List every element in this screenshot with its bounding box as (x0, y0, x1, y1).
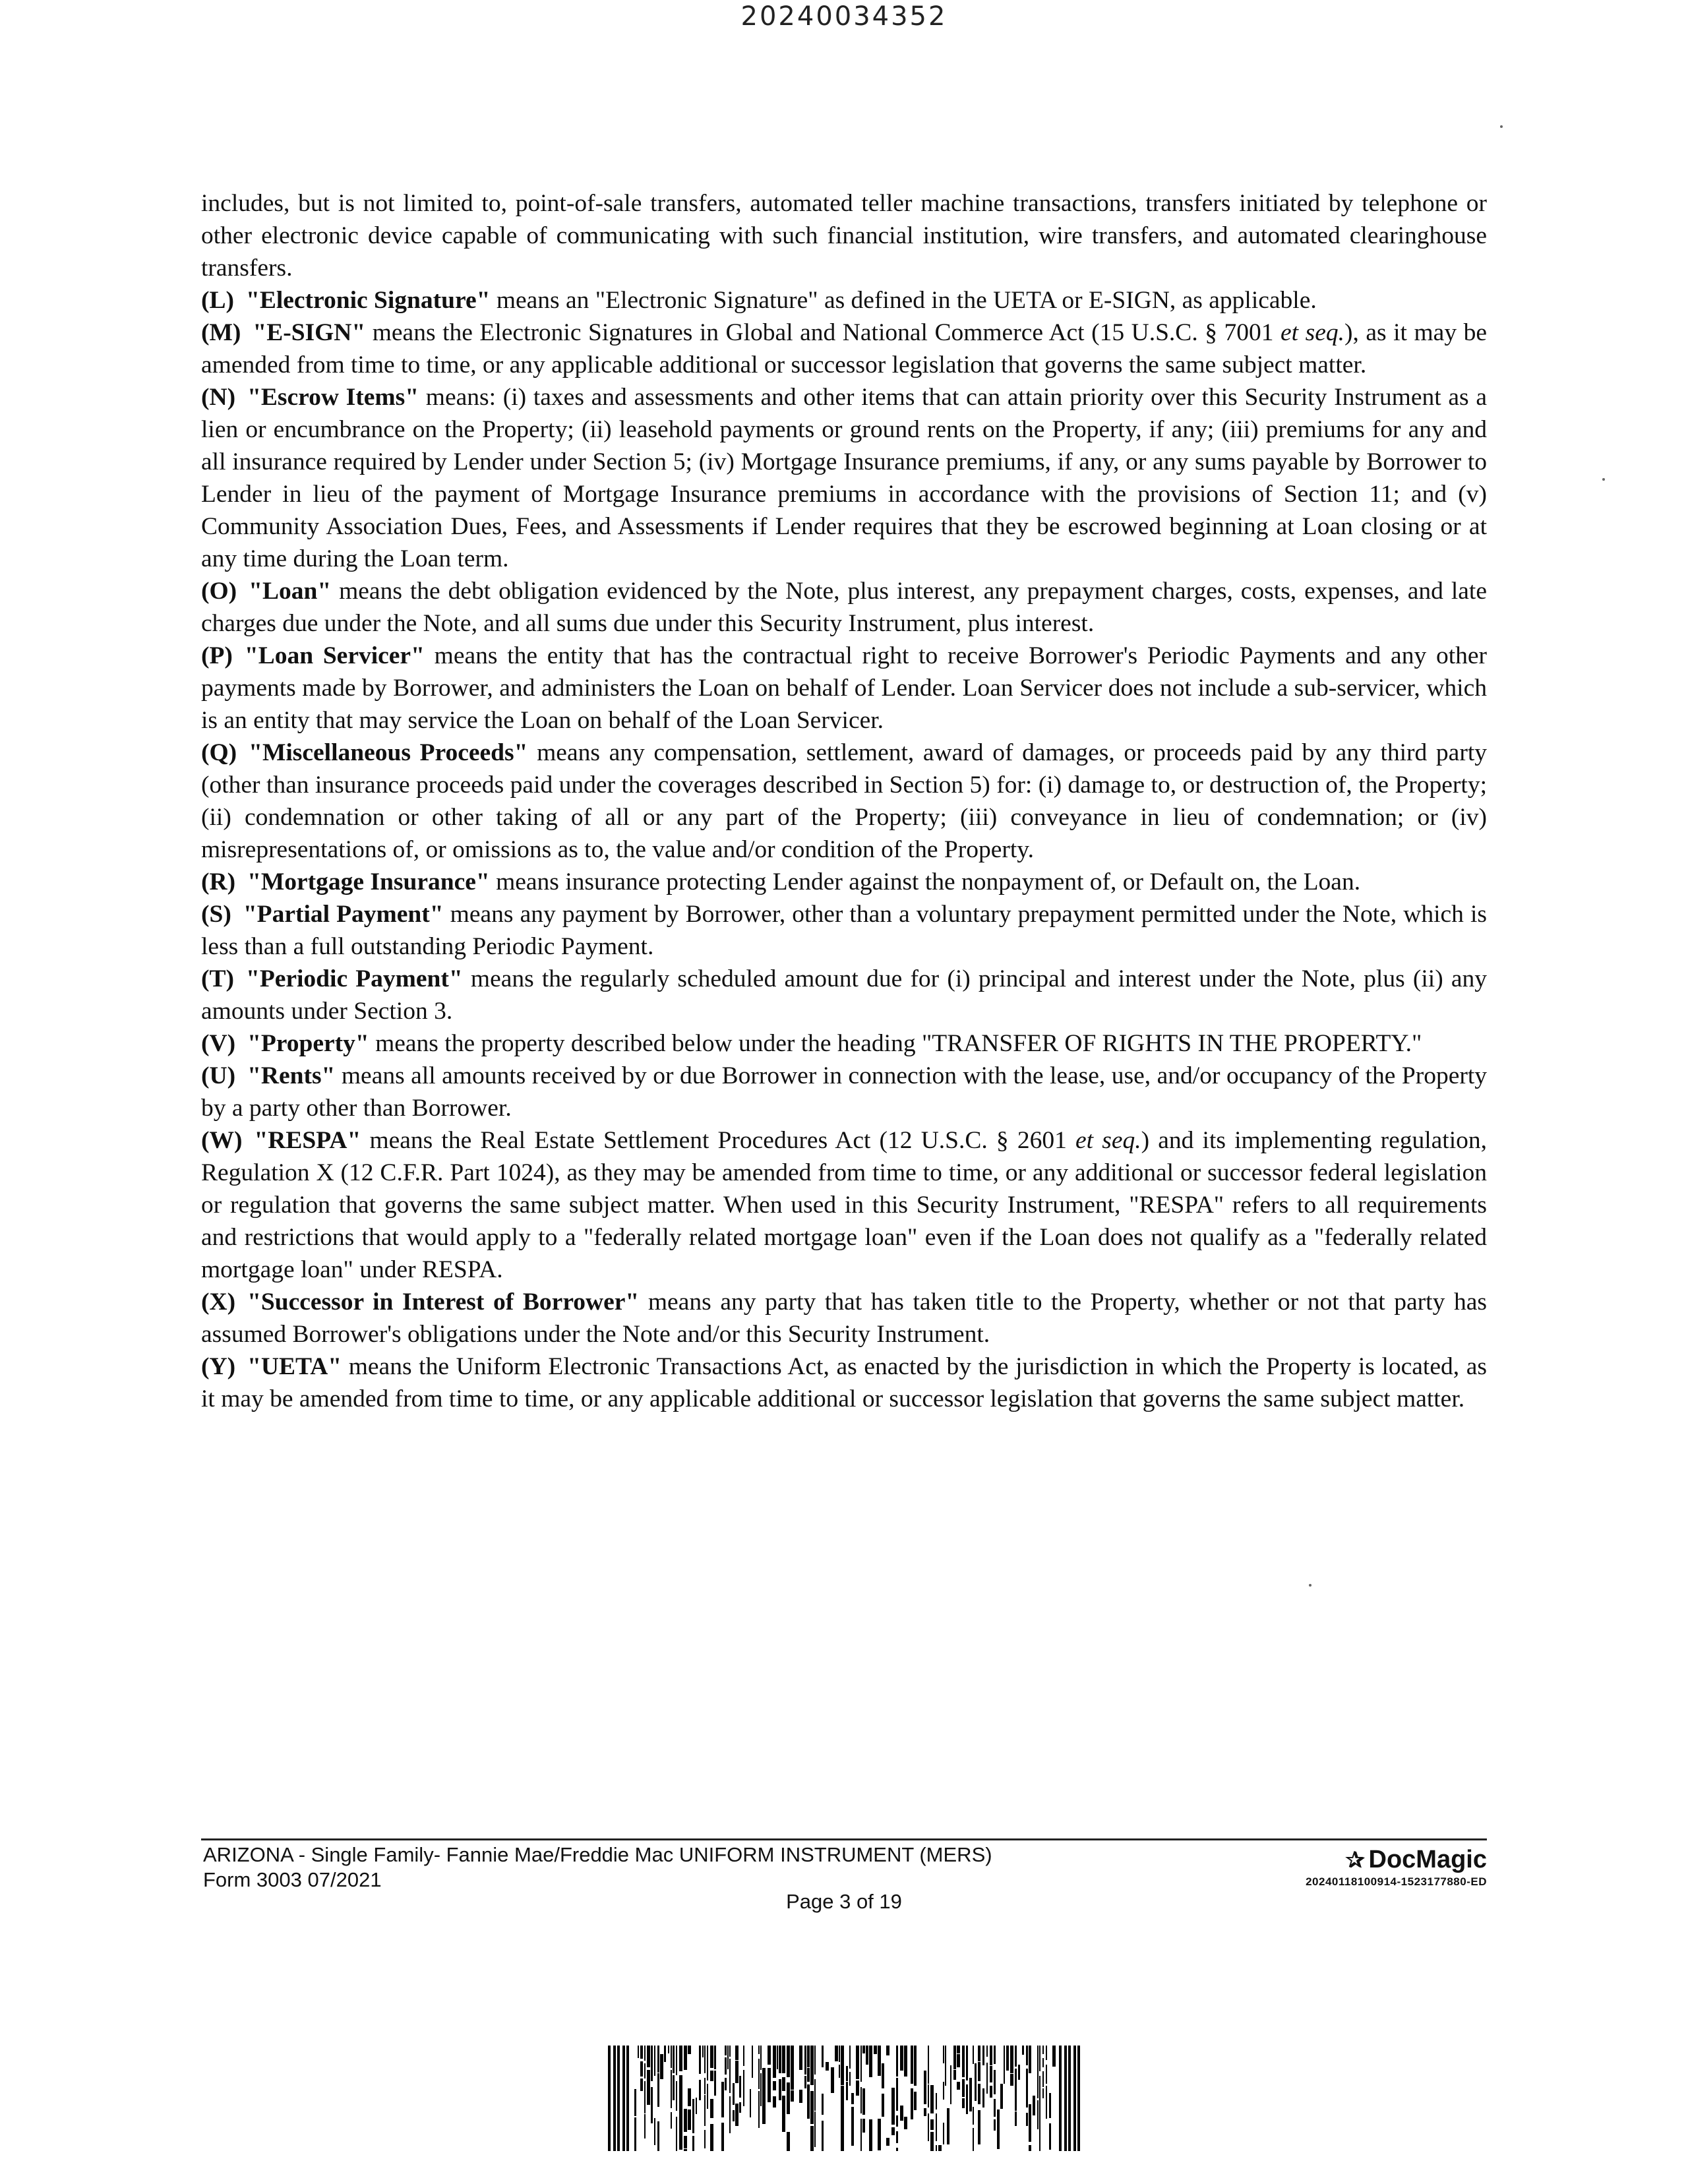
definition-u (201, 1060, 1487, 1124)
definition-text: means: (i) taxes and assessments and other items that can attain priority over this Security Instrument as a lien or encumbrance on the Property; (ii) leasehold payments or ground rents on the Property, if any; (iii) premiums for any and all insurance required by Lender under Section 5; (iv) Mortgage Insurance premiums, if any, or any sums payable by Borrower to Lender in lieu of the payment of Mortgage Insurance premiums in accordance with the provisions of Section 11; and (v) Community Association Dues, Fees, and Assessments if Lender requires that they be escrowed beginning at Loan closing or at any time during the Loan term. (201, 384, 1487, 572)
recording-number: 20240034352 (740, 1, 948, 32)
definition-text: means the Electronic Signatures in Global and National Commerce Act (15 U.S.C. § 7001 et seq.), as it may be amended from time to time, or any applicable additional or successor legislation that governs the same subject matter. (201, 319, 1487, 379)
definition-label: (X) (201, 1289, 236, 1316)
defined-term: "E-SIGN" (253, 319, 366, 346)
defined-term: "Property" (247, 1030, 369, 1057)
form-title: ARIZONA - Single Family- Fannie Mae/Freddie Mac UNIFORM INSTRUMENT (MERS) (203, 1843, 992, 1866)
definition-label: (S) (201, 901, 231, 928)
definition-text: means insurance protecting Lender against the nonpayment of, or Default on, the Loan. (489, 868, 1361, 895)
definition-label: (T) (201, 965, 234, 992)
definitions-body (201, 187, 1487, 1415)
definition-q (201, 737, 1487, 866)
star-icon: ✰ (1346, 1848, 1365, 1873)
definition-text: means the debt obligation evidenced by the Note, plus interest, any prepayment charges, costs, expenses, and late charges due under the Note, and all sums due under this Security Instrument, plus interest. (201, 578, 1487, 637)
footer-divider (201, 1838, 1487, 1840)
page-number: Page 3 of 19 (786, 1890, 902, 1913)
brand-name: DocMagic (1368, 1846, 1487, 1873)
definition-label: (V) (201, 1030, 236, 1057)
definition-v (201, 1027, 1487, 1060)
definition-label: (Q) (201, 739, 237, 766)
definition-label: (P) (201, 642, 233, 669)
definition-y (201, 1350, 1487, 1415)
definition-text: means the entity that has the contractual right to receive Borrower's Periodic Payments and any other payments made by Borrower, and administers the Loan on behalf of Lender. Loan Servicer does not include a sub-servicer, which is an entity that may service the Loan on behalf of the Loan Servicer. (201, 642, 1487, 734)
defined-term: "Loan" (249, 578, 332, 605)
definition-t (201, 963, 1487, 1027)
definition-text: means the regularly scheduled amount due for (i) principal and interest under the Note, plus (ii) any amounts under Section 3. (201, 965, 1487, 1025)
definition-label: (N) (201, 384, 236, 411)
definition-l (201, 284, 1487, 317)
barcode-image (608, 2046, 1080, 2151)
scan-speck (1309, 1584, 1311, 1587)
definition-text: means the Uniform Electronic Transactions Act, as enacted by the jurisdiction in which the Property is located, as it may be amended from time to time, or any applicable additional or successor legislation that governs the same subject matter. (201, 1353, 1487, 1412)
form-number: Form 3003 07/2021 (203, 1868, 382, 1891)
defined-term: "Periodic Payment" (246, 965, 463, 992)
definition-o (201, 575, 1487, 640)
defined-term: "Successor in Interest of Borrower" (247, 1289, 640, 1316)
definition-label: (M) (201, 319, 241, 346)
defined-term: "UETA" (247, 1353, 342, 1380)
defined-term: "Rents" (247, 1062, 336, 1089)
defined-term: "Mortgage Insurance" (247, 868, 490, 895)
definition-list (201, 284, 1487, 1415)
definition-label: (W) (201, 1127, 243, 1154)
form-info (203, 1842, 992, 1893)
definition-label: (Y) (201, 1353, 236, 1380)
definition-text: means any party that has taken title to the Property, whether or not that party has assumed Borrower's obligations under the Note and/or this Security Instrument. (201, 1289, 1487, 1348)
definition-label: (U) (201, 1062, 236, 1089)
definition-text: means all amounts received by or due Borrower in connection with the lease, use, and/or occupancy of the Property by a party other than Borrower. (201, 1062, 1487, 1122)
intro-paragraph: includes, but is not limited to, point-of-sale transfers, automated teller machine transactions, transfers initiated by telephone or other electronic device capable of communicating with such financial institution, wire transfers, and automated clearinghouse transfers. (201, 190, 1487, 282)
scan-speck (1602, 478, 1605, 481)
defined-term: "Electronic Signature" (246, 287, 491, 314)
definition-x (201, 1286, 1487, 1350)
definition-s (201, 898, 1487, 963)
definition-label: (R) (201, 868, 236, 895)
definition-n (201, 381, 1487, 575)
docmagic-brand (1306, 1845, 1487, 1889)
defined-term: "RESPA" (254, 1127, 361, 1154)
brand-code: 20240118100914-1523177880-ED (1306, 1875, 1487, 1888)
defined-term: "Loan Servicer" (244, 642, 425, 669)
definition-label: (O) (201, 578, 237, 605)
definition-text: means an "Electronic Signature" as defined in the UETA or E-SIGN, as applicable. (490, 287, 1317, 314)
definition-p (201, 640, 1487, 737)
definition-w (201, 1124, 1487, 1286)
definition-r (201, 866, 1487, 898)
defined-term: "Miscellaneous Proceeds" (249, 739, 528, 766)
definition-text: means the property described below under the heading "TRANSFER OF RIGHTS IN THE PROPERTY." (369, 1030, 1422, 1057)
definition-label: (L) (201, 287, 234, 314)
definition-text: means any compensation, settlement, award of damages, or proceeds paid by any third party (other than insurance proceeds paid under the coverages described in Section 5) for: (i) damage to, or destruction of, the Property; (ii) condemnation or other taking of all or any part of the Property; (iii) conveyance in lieu of condemnation; or (iv) misrepresentations of, or omissions as to, the value and/or condition of the Property. (201, 739, 1487, 863)
defined-term: "Escrow Items" (247, 384, 419, 411)
definition-text: means any payment by Borrower, other than a voluntary prepayment permitted under the Note, which is less than a full outstanding Periodic Payment. (201, 901, 1487, 960)
defined-term: "Partial Payment" (243, 901, 444, 928)
definition-m (201, 317, 1487, 381)
definition-text: means the Real Estate Settlement Procedures Act (12 U.S.C. § 2601 et seq.) and its implementing regulation, Regulation X (12 C.F.R. Part 1024), as they may be amended from time to time, or any additional or successor federal legislation or regulation that governs the same subject matter. When used in this Security Instrument, "RESPA" refers to all requirements and restrictions that would apply to a "federally related mortgage loan" even if the Loan does not qualify as a "federally related mortgage loan" under RESPA. (201, 1127, 1487, 1283)
scan-speck (1500, 125, 1503, 128)
